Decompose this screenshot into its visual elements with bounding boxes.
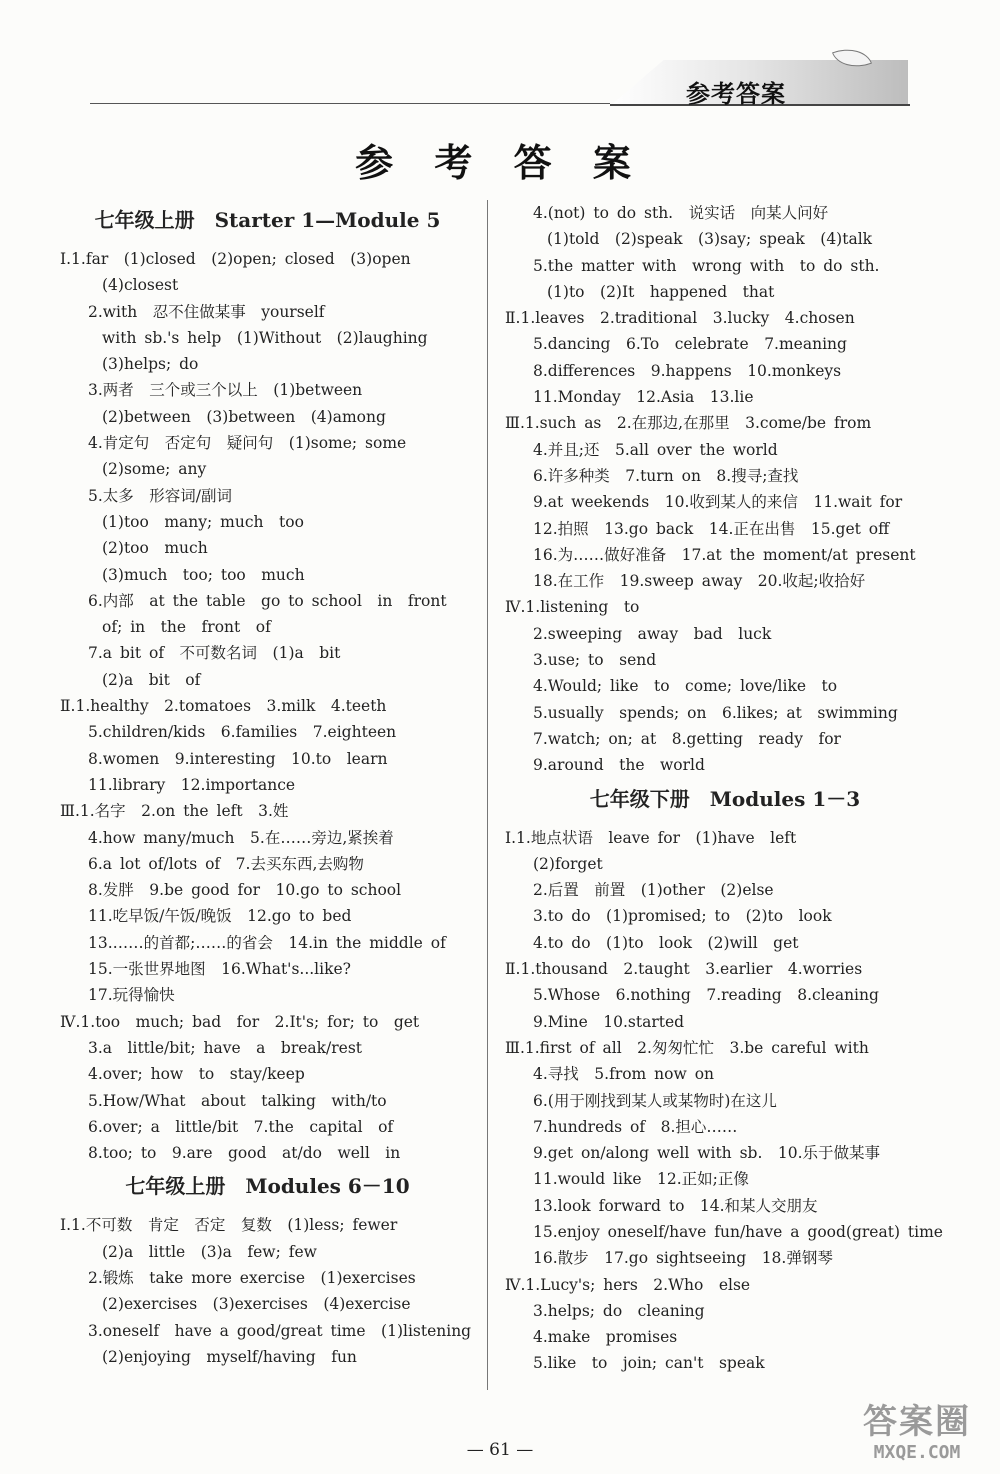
answer-line: 4.并且;还 5.all over the world (533, 440, 778, 459)
answer-line: Ⅱ.1.leaves 2.traditional 3.lucky 4.chosen (505, 309, 855, 328)
page-number: — 61 — (466, 1440, 534, 1460)
answer-line: 3.to do (1)promised; to (2)to look (533, 907, 832, 926)
answer-line: 2.锻炼 take more exercise (1)exercises (88, 1268, 416, 1287)
answer-line: 4.(not) to do sth. 说实话 向某人问好 (533, 204, 829, 222)
answer-line: 8.发胖 9.be good for 10.go to school (88, 881, 402, 900)
answer-line: 15.一张世界地图 16.What's...like? (88, 960, 351, 979)
answer-line: 4.寻找 5.from now on (533, 1065, 715, 1084)
answer-line: 11.吃早饭/午饭/晚饭 12.go to bed (88, 907, 352, 926)
section-title: 七年级下册 Modules 1－3 (589, 786, 861, 811)
answer-line: (2)a little (3)a few; few (102, 1242, 317, 1261)
answer-line: 5.usually spends; on 6.likes; at swimming (533, 703, 898, 722)
answer-line: with sb.'s help (1)Without (2)laughing (102, 328, 428, 347)
answer-line: Ⅰ.1.不可数 肯定 否定 复数 (1)less; fewer (60, 1216, 398, 1235)
answer-line: (2)a bit of (102, 670, 201, 689)
answer-line: 6.内部 at the table go to school in front (88, 591, 447, 610)
answer-line: (2)forget (533, 854, 603, 873)
answer-line: 18.在工作 19.sweep away 20.收起;收拾好 (533, 572, 866, 591)
answer-line: 4.肯定句 否定句 疑问句 (1)some; some (88, 434, 407, 453)
watermark-text: 答案圈 (863, 1402, 971, 1442)
answer-line: 4.Would; like to come; love/like to (533, 677, 838, 696)
answer-line: (1)to (2)It happened that (547, 282, 775, 301)
answer-line: 6.(用于刚找到某人或某物时)在这儿 (533, 1091, 777, 1110)
answer-line: (2)between (3)between (4)among (102, 407, 386, 426)
answer-line: (1)told (2)speak (3)say; speak (4)talk (547, 230, 873, 249)
answer-line: 15.enjoy oneself/have fun/have a good(great) time (533, 1222, 943, 1241)
answer-line: 9.at weekends 10.收到某人的来信 11.wait for (533, 493, 903, 512)
answer-line: 5.the matter with wrong with to do sth. (533, 256, 880, 275)
answer-line: 3.use; to send (533, 651, 657, 670)
answer-column-right (505, 200, 945, 1377)
answer-line: (4)closest (102, 276, 179, 295)
answer-line: 5.How/What about talking with/to (88, 1091, 387, 1110)
watermark-logo (842, 1402, 992, 1468)
answer-line: 13.look forward to 14.和某人交朋友 (533, 1196, 818, 1215)
answer-line: 4.over; how to stay/keep (88, 1065, 305, 1084)
answer-line: Ⅳ.1.listening to (505, 598, 640, 617)
answer-line: 9.Mine 10.started (533, 1012, 685, 1031)
column-divider (487, 200, 488, 1390)
answer-line: 4.how many/much 5.在……旁边,紧挨着 (88, 828, 394, 847)
answer-line: 11.Monday 12.Asia 13.lie (533, 388, 754, 407)
answer-line: 5.太多 形容词/副词 (88, 486, 233, 505)
answer-line: 7.watch; on; at 8.getting ready for (533, 729, 841, 748)
answer-line: (2)enjoying myself/having fun (102, 1347, 357, 1366)
answer-line: 5.like to join; can't speak (533, 1354, 765, 1373)
section-title: 七年级上册 Starter 1—Module 5 (94, 208, 441, 232)
answer-line: (2)too much (102, 539, 208, 558)
answer-line: 12.拍照 13.go back 14.正在出售 15.get off (533, 519, 890, 538)
answer-line: 11.would like 12.正如;正像 (533, 1170, 749, 1189)
answer-line: 16.散步 17.go sightseeing 18.弹钢琴 (533, 1249, 833, 1268)
answer-line: 7.a bit of 不可数名词 (1)a bit (88, 644, 341, 663)
section-title: 七年级上册 Modules 6－10 (125, 1174, 410, 1199)
answer-column-left (60, 200, 475, 1370)
watermark-domain: MXQE.COM (873, 1442, 961, 1463)
answer-line: 4.make promises (533, 1328, 678, 1347)
header-title: 参考答案 (686, 80, 786, 108)
answer-line: (2)exercises (3)exercises (4)exercise (102, 1295, 411, 1314)
answer-line: Ⅱ.1.healthy 2.tomatoes 3.milk 4.teeth (60, 697, 387, 716)
answer-line: 6.a lot of/lots of 7.去买东西,去购物 (88, 854, 364, 873)
answer-line: 2.with 忍不住做某事 yourself (88, 302, 325, 321)
answer-line: Ⅲ.1.such as 2.在那边,在那里 3.come/be from (505, 414, 872, 433)
answer-line: (1)too many; much too (102, 512, 304, 531)
answer-line: Ⅰ.1.地点状语 leave for (1)have left (505, 828, 797, 847)
answer-line: 13.……的首都;……的省会 14.in the middle of (88, 933, 446, 952)
answer-line: Ⅲ.1.名字 2.on the left 3.姓 (60, 802, 289, 821)
page-title: 参 考 答 案 (355, 141, 645, 185)
answer-line: 2.后置 前置 (1)other (2)else (533, 881, 774, 900)
answer-line: 3.helps; do cleaning (533, 1301, 705, 1320)
answer-line: 8.women 9.interesting 10.to learn (88, 749, 388, 768)
answer-line: Ⅱ.1.thousand 2.taught 3.earlier 4.worries (505, 960, 863, 979)
answer-line: 5.children/kids 6.families 7.eighteen (88, 723, 397, 742)
answer-line: 8.differences 9.happens 10.monkeys (533, 361, 842, 380)
answer-line: 3.两者 三个或三个以上 (1)between (88, 381, 363, 400)
answer-line: 3.a little/bit; have a break/rest (88, 1038, 363, 1057)
answer-line: 9.around the world (533, 756, 705, 775)
answer-line: Ⅳ.1.too much; bad for 2.It's; for; to get (60, 1012, 420, 1031)
answer-line: 17.玩得愉快 (88, 986, 175, 1005)
answer-line: Ⅲ.1.first of all 2.匆匆忙忙 3.be careful with (505, 1038, 869, 1057)
answer-line: 2.sweeping away bad luck (533, 624, 772, 643)
answer-line: 8.too; to 9.are good at/do well in (88, 1144, 401, 1163)
answer-line: 7.hundreds of 8.担心…… (533, 1117, 738, 1136)
answer-line: (3)helps; do (102, 355, 199, 374)
header-rule (90, 103, 610, 104)
answer-line: 9.get on/along well with sb. 10.乐于做某事 (533, 1144, 881, 1163)
answer-line: 5.Whose 6.nothing 7.reading 8.cleaning (533, 986, 879, 1005)
answer-line: 4.to do (1)to look (2)will get (533, 933, 799, 952)
answer-line: Ⅳ.1.Lucy's; hers 2.Who else (505, 1275, 751, 1294)
answer-line: 6.over; a little/bit 7.the capital of (88, 1117, 394, 1136)
answer-line: 16.为……做好准备 17.at the moment/at present (533, 545, 916, 564)
answer-line: 3.oneself have a good/great time (1)listening (88, 1321, 472, 1340)
answer-line: Ⅰ.1.far (1)closed (2)open; closed (3)open (60, 250, 411, 268)
answer-line: of; in the front of (102, 618, 271, 637)
answer-line: 6.许多种类 7.turn on 8.搜寻;查找 (533, 466, 799, 485)
answer-line: 5.dancing 6.To celebrate 7.meaning (533, 335, 847, 354)
answer-line: (2)some; any (102, 460, 207, 479)
answer-line: 11.library 12.importance (88, 775, 296, 794)
answer-line: (3)much too; too much (102, 565, 305, 584)
